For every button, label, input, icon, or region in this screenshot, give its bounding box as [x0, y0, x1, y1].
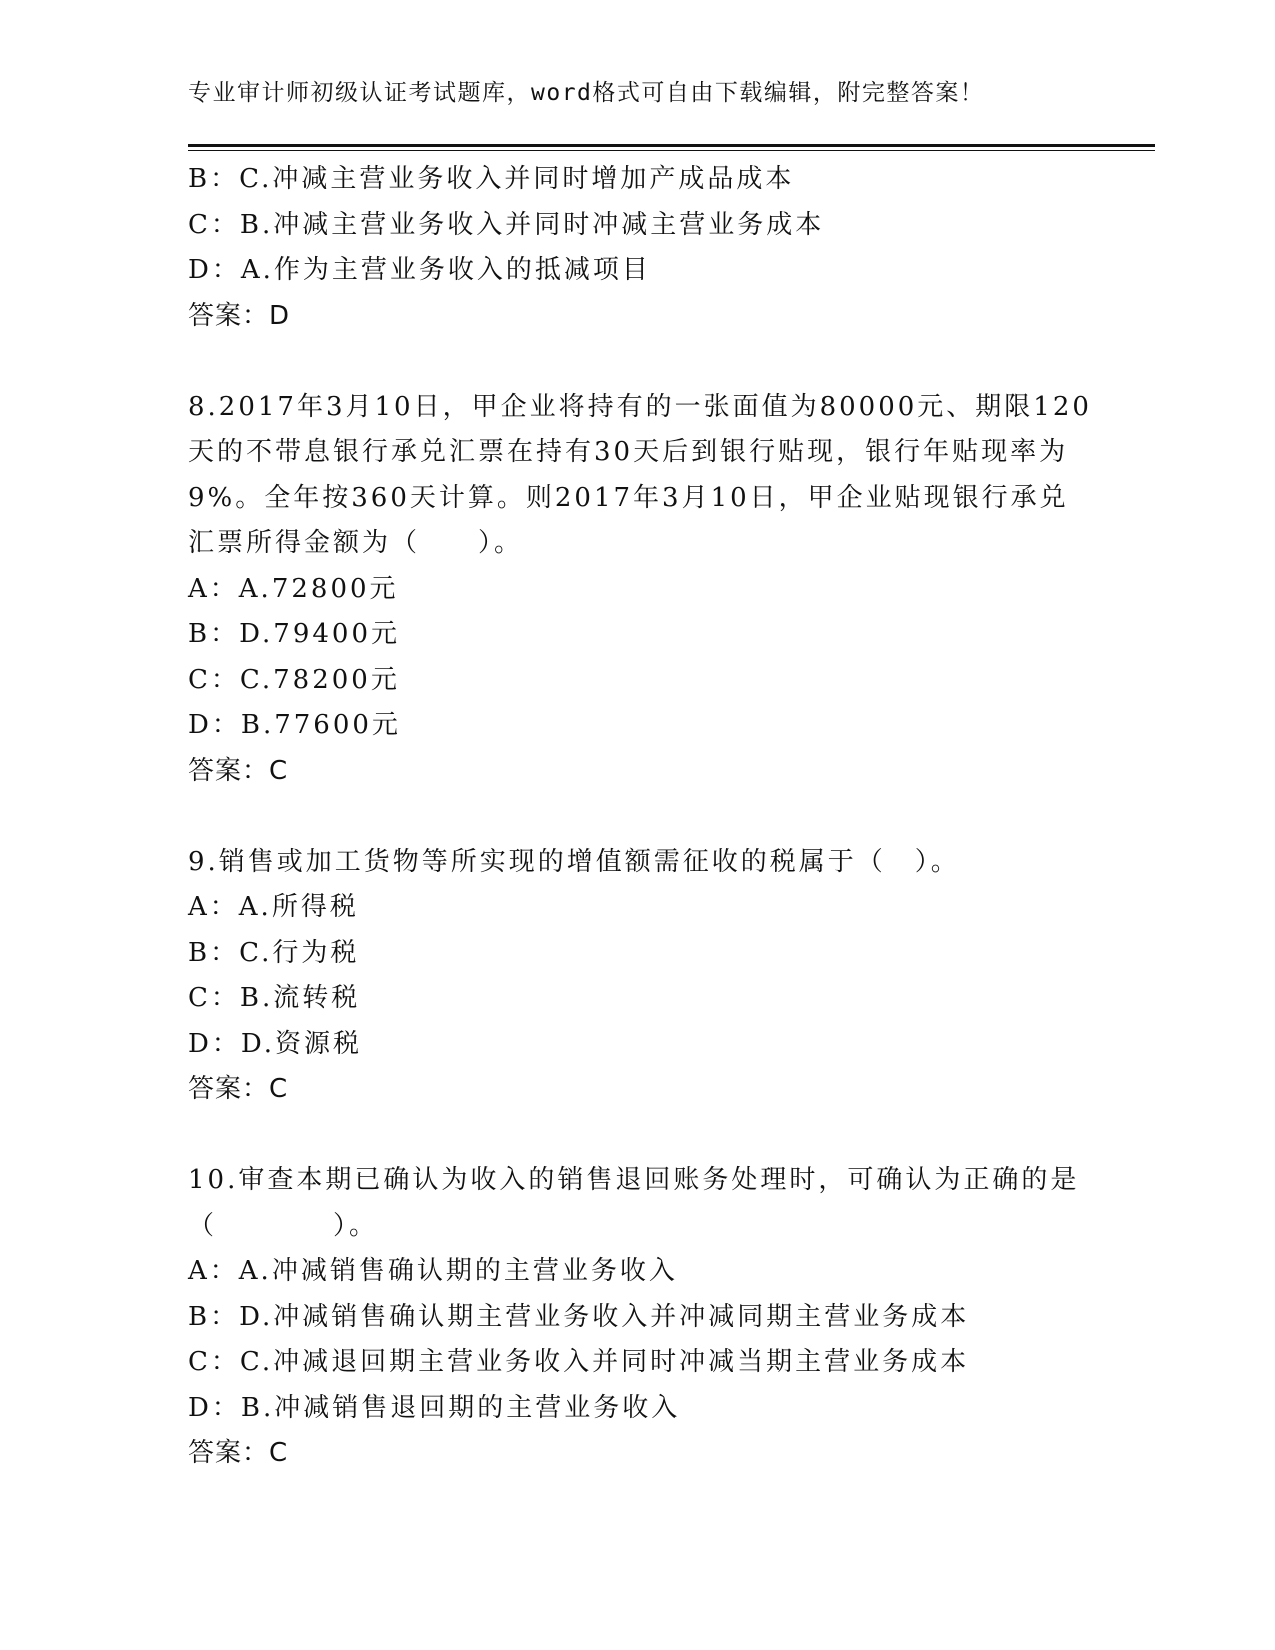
- question-list: [188, 157, 1092, 1477]
- option-c: C：B.冲减主营业务收入并同时冲减主营业务成本: [188, 209, 825, 240]
- option-b: B：D.冲减销售确认期主营业务收入并冲减同期主营业务成本: [188, 1301, 970, 1332]
- question-text: 9%。全年按360天计算。则2017年3月10日，甲企业贴现银行承兑: [188, 482, 1069, 513]
- option-c: C：B.流转税: [188, 983, 361, 1013]
- option-a: A：A.72800元: [188, 573, 399, 604]
- question-text: 汇票所得金额为（ ）。: [188, 528, 524, 558]
- option-b: B：D.79400元: [188, 619, 401, 649]
- answer-line: 答案：C: [188, 1074, 289, 1104]
- question-text: 天的不带息银行承兑汇票在持有30天后到银行贴现，银行年贴现率为: [188, 437, 1069, 467]
- option-c: C：C.78200元: [188, 664, 400, 695]
- question-block: [188, 157, 1088, 339]
- question-block: [188, 1158, 1088, 1477]
- option-a: A：A.冲减销售确认期的主营业务收入: [188, 1256, 678, 1286]
- page-header: 专业审计师初级认证考试题库，word格式可自由下载编辑，附完整答案！: [188, 80, 985, 106]
- option-d: D：B.冲减销售退回期的主营业务收入: [188, 1392, 681, 1423]
- option-b: B：C.冲减主营业务收入并同时增加产成品成本: [188, 164, 795, 194]
- option-b: B：C.行为税: [188, 937, 360, 968]
- option-d: D：B.77600元: [188, 710, 401, 740]
- question-text: （ ）。: [188, 1210, 379, 1241]
- option-d: D：D.资源税: [188, 1028, 363, 1059]
- question-block: [188, 840, 1088, 1113]
- option-c: C：C.冲减退回期主营业务收入并同时冲减当期主营业务成本: [188, 1347, 970, 1377]
- question-text: 8.2017年3月10日，甲企业将持有的一张面值为80000元、期限120: [188, 391, 1092, 422]
- answer-line: 答案：C: [188, 1438, 289, 1468]
- spacer: [188, 1113, 1088, 1159]
- question-block: [188, 385, 1092, 795]
- answer-line: 答案：C: [188, 755, 289, 786]
- question-text: 10.审查本期已确认为收入的销售退回账务处理时，可确认为正确的是: [188, 1165, 1080, 1195]
- option-d: D：A.作为主营业务收入的抵减项目: [188, 255, 651, 285]
- spacer: [188, 794, 1088, 840]
- spacer: [188, 339, 1088, 385]
- header-divider-thin: [188, 150, 1155, 151]
- question-text: 9.销售或加工货物等所实现的增值额需征收的税属于（ ）。: [188, 846, 960, 877]
- option-a: A：A.所得税: [188, 892, 359, 922]
- answer-line: 答案：D: [188, 300, 291, 331]
- header-divider: [188, 144, 1155, 147]
